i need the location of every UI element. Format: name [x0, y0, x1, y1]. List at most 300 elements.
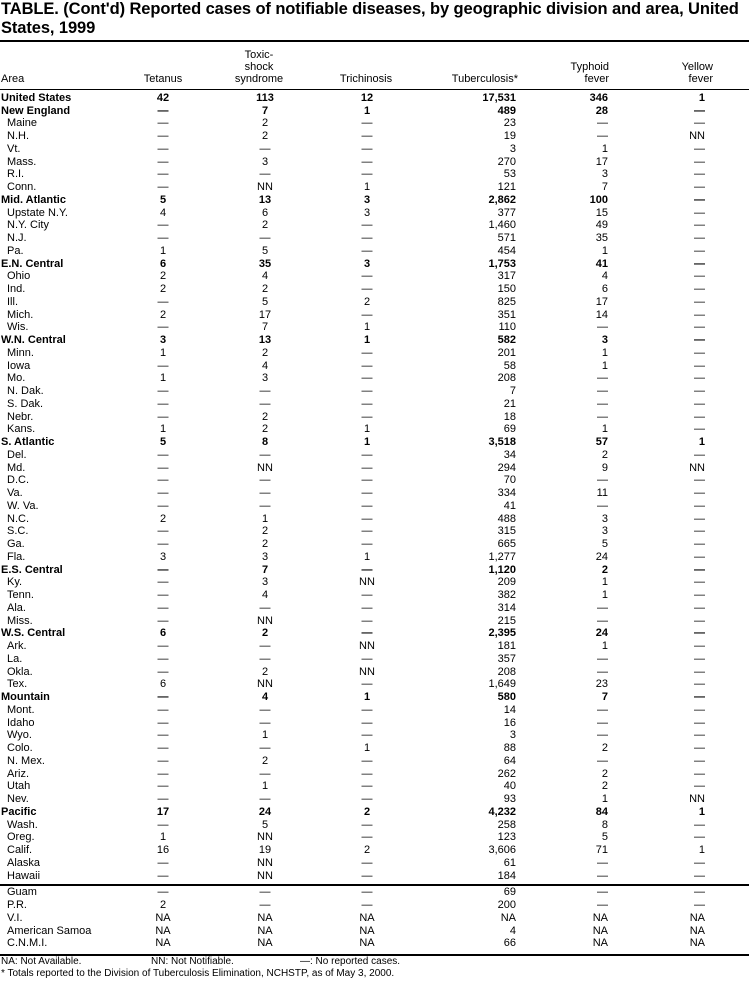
yellow-fever-cell: — — [694, 704, 705, 716]
typhoid-cell: 7 — [601, 691, 608, 704]
tuberculosis-cell: 1,649 — [488, 678, 516, 691]
yellow-fever-cell: — — [694, 308, 705, 321]
toxic-shock-cell: 1 — [261, 512, 269, 525]
toxic-shock-cell: — — [259, 398, 271, 410]
table-row — [0, 912, 749, 925]
typhoid-cell: 2 — [601, 563, 608, 576]
yellow-fever-cell: — — [694, 168, 705, 181]
typhoid-cell: 14 — [595, 308, 608, 321]
area-cell: N.C. — [7, 512, 29, 525]
typhoid-cell: — — [597, 385, 608, 398]
toxic-shock-cell: NN — [257, 831, 273, 844]
territories-rule — [0, 884, 749, 886]
tuberculosis-cell: 21 — [503, 398, 516, 410]
tuberculosis-cell: 66 — [503, 937, 516, 950]
area-cell: Okla. — [7, 665, 33, 678]
typhoid-cell: 71 — [595, 844, 608, 857]
typhoid-cell: 3 — [601, 168, 608, 181]
toxic-shock-cell: — — [259, 143, 271, 155]
yellow-fever-cell: NN — [689, 130, 705, 143]
tetanus-cell: — — [157, 181, 169, 194]
tetanus-cell: 17 — [156, 806, 170, 818]
yellow-fever-cell: — — [694, 257, 705, 270]
typhoid-cell: NA — [592, 937, 608, 950]
tetanus-cell: — — [157, 461, 169, 474]
toxic-shock-cell: 4 — [261, 270, 269, 283]
table-row — [0, 730, 749, 743]
table-row — [0, 717, 749, 730]
right-margin-cell — [705, 730, 749, 743]
yellow-fever-cell: — — [694, 742, 705, 755]
table-row — [0, 781, 749, 794]
tuberculosis-cell: 582 — [497, 334, 516, 347]
tetanus-cell: — — [157, 474, 169, 487]
right-margin-cell — [705, 334, 749, 347]
right-margin-cell — [705, 589, 749, 602]
table-row — [0, 411, 749, 424]
header-yellow-line-1: Yellow — [681, 61, 713, 73]
yellow-fever-cell: 1 — [698, 844, 705, 857]
toxic-shock-cell: NN — [257, 869, 273, 882]
typhoid-cell: 8 — [601, 818, 608, 831]
typhoid-cell: 41 — [595, 257, 608, 270]
right-margin-cell — [705, 742, 749, 755]
toxic-shock-cell: NN — [257, 857, 273, 869]
yellow-fever-cell: — — [694, 206, 705, 219]
trichinosis-cell: — — [361, 857, 373, 869]
trichinosis-cell: — — [361, 398, 373, 410]
right-margin-cell — [705, 283, 749, 296]
tuberculosis-cell: 2,395 — [488, 627, 516, 640]
trichinosis-cell: — — [361, 602, 373, 614]
area-cell: Colo. — [7, 742, 33, 755]
tetanus-cell: 1 — [159, 245, 167, 257]
yellow-fever-cell: — — [694, 869, 705, 882]
table-row — [0, 640, 749, 653]
trichinosis-cell: 1 — [363, 691, 371, 704]
tuberculosis-cell: 580 — [497, 691, 516, 704]
typhoid-cell: 4 — [601, 270, 608, 283]
toxic-shock-cell: — — [259, 899, 271, 912]
yellow-fever-cell: — — [694, 410, 705, 423]
right-margin-cell — [705, 143, 749, 156]
area-cell: Nebr. — [7, 410, 34, 423]
tetanus-cell: — — [157, 296, 169, 308]
tetanus-cell: — — [157, 886, 169, 899]
yellow-fever-cell: — — [694, 665, 705, 678]
footnote-tuberculosis: * Totals reported to the Division of Tuberculosis Elimination, NCHSTP, as of May 3, 2000. — [1, 968, 395, 979]
tetanus-cell: 1 — [159, 347, 167, 359]
area-cell: United States — [1, 92, 72, 104]
typhoid-cell: — — [597, 410, 608, 423]
tuberculosis-cell: 23 — [503, 117, 516, 130]
tuberculosis-cell: 270 — [497, 155, 516, 168]
right-margin-cell — [705, 912, 749, 925]
tuberculosis-cell: 70 — [503, 474, 516, 487]
table-row — [0, 806, 749, 819]
typhoid-cell: 2 — [601, 767, 608, 780]
table-row — [0, 347, 749, 360]
right-margin-cell — [705, 220, 749, 233]
tetanus-cell: 1 — [159, 372, 167, 385]
right-margin-cell — [705, 577, 749, 590]
trichinosis-cell: — — [361, 538, 373, 551]
toxic-shock-cell: 3 — [261, 576, 269, 589]
toxic-shock-cell: NA — [257, 912, 273, 924]
tetanus-cell: 2 — [159, 270, 167, 283]
right-margin-cell — [705, 832, 749, 845]
right-margin-cell — [705, 870, 749, 883]
area-cell: American Samoa — [7, 924, 92, 937]
right-margin-cell — [705, 513, 749, 526]
tuberculosis-cell: 454 — [497, 245, 516, 257]
yellow-fever-cell: — — [694, 359, 705, 372]
tuberculosis-cell: 1,460 — [488, 219, 516, 232]
typhoid-cell: 24 — [595, 551, 608, 563]
typhoid-cell: — — [597, 729, 608, 742]
yellow-fever-cell: — — [694, 487, 705, 500]
tetanus-cell: — — [157, 130, 169, 143]
right-margin-cell — [705, 925, 749, 938]
trichinosis-cell: — — [361, 283, 373, 296]
yellow-fever-cell: — — [694, 270, 705, 283]
area-cell: Calif. — [7, 844, 33, 857]
area-cell: Conn. — [7, 181, 37, 194]
header-area: Area — [1, 73, 25, 85]
right-margin-cell — [705, 475, 749, 488]
typhoid-cell: 84 — [595, 806, 608, 818]
typhoid-cell: — — [597, 857, 608, 869]
trichinosis-cell: 2 — [363, 806, 371, 818]
yellow-fever-cell: — — [694, 385, 705, 398]
toxic-shock-cell: 7 — [261, 321, 269, 334]
trichinosis-cell: NN — [359, 665, 375, 678]
right-margin-cell — [705, 373, 749, 386]
right-margin-cell — [705, 118, 749, 131]
header-typhoid-fever — [540, 61, 609, 85]
trichinosis-cell: NN — [359, 640, 375, 653]
toxic-shock-cell: NA — [257, 924, 273, 937]
trichinosis-cell: — — [361, 831, 373, 844]
tetanus-cell: 6 — [159, 257, 167, 270]
yellow-fever-cell: — — [694, 767, 705, 780]
area-cell: Minn. — [7, 347, 34, 359]
tetanus-cell: — — [157, 576, 169, 589]
area-cell: Ind. — [7, 283, 26, 296]
trichinosis-cell: — — [361, 793, 373, 806]
right-margin-cell — [705, 92, 749, 105]
right-margin-cell — [705, 887, 749, 900]
typhoid-cell: 1 — [601, 589, 608, 602]
toxic-shock-cell: 5 — [261, 296, 269, 308]
table-row — [0, 691, 749, 704]
area-cell: Vt. — [7, 143, 21, 155]
trichinosis-cell: 1 — [363, 104, 371, 117]
table-body — [0, 92, 749, 950]
tuberculosis-cell: 1,277 — [488, 551, 516, 563]
yellow-fever-cell: — — [694, 563, 705, 576]
yellow-fever-cell: — — [694, 372, 705, 385]
right-margin-cell — [705, 781, 749, 794]
right-margin-cell — [705, 755, 749, 768]
toxic-shock-cell: 5 — [261, 818, 269, 831]
tetanus-cell: NA — [155, 912, 171, 924]
trichinosis-cell: — — [361, 627, 373, 640]
right-margin-cell — [705, 385, 749, 398]
right-margin-cell — [705, 232, 749, 245]
tetanus-cell: — — [157, 602, 169, 614]
toxic-shock-cell: 2 — [261, 755, 269, 767]
right-margin-cell — [705, 615, 749, 628]
tuberculosis-cell: 4 — [509, 924, 516, 937]
right-margin-cell — [705, 347, 749, 360]
tetanus-cell: — — [157, 589, 169, 602]
area-cell: E.N. Central — [1, 257, 64, 270]
table-row — [0, 938, 749, 951]
tuberculosis-cell: 351 — [497, 308, 516, 321]
typhoid-cell: 1 — [601, 793, 608, 806]
header-toxic-line-1: Toxic- — [244, 49, 274, 61]
tuberculosis-cell: 34 — [503, 449, 516, 461]
table-row — [0, 615, 749, 628]
yellow-fever-cell: 1 — [698, 806, 705, 818]
yellow-fever-cell: — — [694, 551, 705, 563]
yellow-fever-cell: — — [694, 347, 705, 359]
tuberculosis-cell: 18 — [503, 410, 516, 423]
tuberculosis-cell: 121 — [497, 181, 516, 194]
area-cell: Pacific — [1, 806, 37, 818]
area-cell: Utah — [7, 780, 31, 793]
tetanus-cell: — — [157, 793, 169, 806]
toxic-shock-cell: — — [259, 793, 271, 806]
trichinosis-cell: — — [361, 487, 373, 500]
right-margin-cell — [705, 640, 749, 653]
table-row — [0, 899, 749, 912]
typhoid-cell: NA — [592, 912, 608, 924]
area-cell: Pa. — [7, 245, 24, 257]
trichinosis-cell: — — [361, 678, 373, 691]
disease-table — [0, 92, 749, 950]
tuberculosis-cell: 377 — [497, 206, 516, 219]
yellow-fever-cell: — — [694, 589, 705, 602]
right-margin-cell — [705, 436, 749, 449]
typhoid-cell: 1 — [601, 359, 608, 372]
table-row — [0, 844, 749, 857]
yellow-fever-cell: — — [694, 474, 705, 487]
area-cell: Ohio — [7, 270, 31, 283]
table-row — [0, 679, 749, 692]
table-row — [0, 385, 749, 398]
tetanus-cell: — — [157, 104, 169, 117]
typhoid-cell: — — [597, 665, 608, 678]
area-cell: Ala. — [7, 602, 26, 614]
area-cell: W. Va. — [7, 500, 39, 512]
yellow-fever-cell: — — [694, 296, 705, 308]
toxic-shock-cell: 13 — [258, 334, 272, 347]
yellow-fever-cell: — — [694, 678, 705, 691]
trichinosis-cell: 1 — [363, 551, 371, 563]
trichinosis-cell: — — [361, 512, 373, 525]
tetanus-cell: 2 — [159, 283, 167, 296]
typhoid-cell: 57 — [595, 436, 608, 449]
table-row — [0, 793, 749, 806]
area-cell: Tenn. — [7, 589, 34, 602]
tetanus-cell: — — [157, 143, 169, 155]
tuberculosis-cell: 2,862 — [488, 194, 516, 206]
table-row — [0, 925, 749, 938]
tuberculosis-cell: 7 — [509, 385, 516, 398]
area-cell: Fla. — [7, 551, 26, 563]
right-margin-cell — [705, 271, 749, 284]
tetanus-cell: — — [157, 525, 169, 538]
typhoid-cell: 1 — [601, 245, 608, 257]
right-margin-cell — [705, 538, 749, 551]
table-row — [0, 322, 749, 335]
area-cell: Wash. — [7, 818, 38, 831]
trichinosis-cell: — — [361, 899, 373, 912]
trichinosis-cell: — — [361, 474, 373, 487]
area-cell: Wis. — [7, 321, 29, 334]
header-toxic-line-3: syndrome — [234, 73, 284, 85]
typhoid-cell: 2 — [601, 780, 608, 793]
right-margin-cell — [705, 487, 749, 500]
typhoid-cell: 35 — [595, 232, 608, 245]
typhoid-cell: — — [597, 899, 608, 912]
toxic-shock-cell: 2 — [261, 665, 269, 678]
right-margin-cell — [705, 691, 749, 704]
table-row — [0, 309, 749, 322]
area-cell: Mont. — [7, 704, 35, 716]
tetanus-cell: — — [157, 359, 169, 372]
header-toxic-shock-syndrome — [220, 49, 298, 85]
tetanus-cell: — — [157, 219, 169, 232]
toxic-shock-cell: — — [259, 886, 271, 899]
toxic-shock-cell: — — [259, 449, 271, 461]
trichinosis-cell: NA — [359, 912, 375, 924]
table-row — [0, 653, 749, 666]
trichinosis-cell: 12 — [360, 92, 374, 104]
trichinosis-cell: — — [361, 270, 373, 283]
right-margin-cell — [705, 806, 749, 819]
tuberculosis-cell: 181 — [497, 640, 516, 653]
typhoid-cell: 28 — [595, 104, 608, 117]
yellow-fever-cell: NA — [689, 924, 705, 937]
right-margin-cell — [705, 938, 749, 951]
toxic-shock-cell: 1 — [261, 780, 269, 793]
trichinosis-cell: NA — [359, 937, 375, 950]
right-margin-cell — [705, 844, 749, 857]
toxic-shock-cell: 7 — [261, 104, 269, 117]
typhoid-cell: — — [597, 869, 608, 882]
right-margin-cell — [705, 666, 749, 679]
toxic-shock-cell: 4 — [261, 589, 269, 602]
typhoid-cell: 2 — [601, 449, 608, 461]
tetanus-cell: — — [157, 538, 169, 551]
yellow-fever-cell: — — [694, 831, 705, 844]
toxic-shock-cell: — — [259, 232, 271, 245]
trichinosis-cell: — — [361, 704, 373, 716]
tetanus-cell: — — [157, 857, 169, 869]
toxic-shock-cell: — — [259, 742, 271, 755]
right-margin-cell — [705, 602, 749, 615]
toxic-shock-cell: NN — [257, 678, 273, 691]
tetanus-cell: — — [157, 117, 169, 130]
tetanus-cell: NA — [155, 937, 171, 950]
table-row — [0, 887, 749, 900]
yellow-fever-cell: — — [694, 117, 705, 130]
tuberculosis-cell: 489 — [497, 104, 516, 117]
table-row — [0, 118, 749, 131]
trichinosis-cell: 1 — [363, 334, 371, 347]
right-margin-cell — [705, 207, 749, 220]
trichinosis-cell: 1 — [363, 742, 371, 755]
area-cell: New England — [1, 104, 71, 117]
trichinosis-cell: — — [361, 245, 373, 257]
tetanus-cell: 42 — [156, 92, 170, 104]
right-margin-cell — [705, 181, 749, 194]
typhoid-cell: 3 — [601, 525, 608, 538]
trichinosis-cell: — — [361, 449, 373, 461]
tuberculosis-cell: 19 — [503, 130, 516, 143]
trichinosis-cell: 2 — [363, 296, 371, 308]
tetanus-cell: NA — [155, 924, 171, 937]
toxic-shock-cell: — — [259, 168, 271, 181]
typhoid-cell: — — [597, 500, 608, 512]
yellow-fever-cell: — — [694, 104, 705, 117]
typhoid-cell: — — [597, 398, 608, 410]
trichinosis-cell: — — [361, 525, 373, 538]
table-row — [0, 207, 749, 220]
tetanus-cell: — — [157, 410, 169, 423]
area-cell: Del. — [7, 449, 27, 461]
table-row — [0, 832, 749, 845]
tuberculosis-cell: 357 — [497, 653, 516, 665]
yellow-fever-cell: — — [694, 321, 705, 334]
tetanus-cell: — — [157, 563, 169, 576]
toxic-shock-cell: 2 — [261, 423, 269, 436]
area-cell: Ill. — [7, 296, 18, 308]
trichinosis-cell: — — [361, 755, 373, 767]
right-margin-cell — [705, 322, 749, 335]
tuberculosis-cell: 665 — [497, 538, 516, 551]
tuberculosis-cell: 184 — [497, 869, 516, 882]
table-row — [0, 181, 749, 194]
yellow-fever-cell: — — [694, 576, 705, 589]
right-margin-cell — [705, 449, 749, 462]
trichinosis-cell: — — [361, 886, 373, 899]
trichinosis-cell: — — [361, 117, 373, 130]
toxic-shock-cell: 1 — [261, 729, 269, 742]
tuberculosis-cell: 201 — [497, 347, 516, 359]
table-row — [0, 156, 749, 169]
tetanus-cell: 1 — [159, 423, 167, 436]
typhoid-cell: 7 — [601, 181, 608, 194]
tetanus-cell: — — [157, 168, 169, 181]
trichinosis-cell: — — [361, 168, 373, 181]
trichinosis-cell: — — [361, 563, 373, 576]
tuberculosis-cell: 16 — [503, 716, 516, 729]
tetanus-cell: — — [157, 398, 169, 410]
trichinosis-cell: — — [361, 589, 373, 602]
typhoid-cell: — — [597, 614, 608, 627]
table-row — [0, 130, 749, 143]
toxic-shock-cell: 4 — [261, 691, 269, 704]
area-cell: N.J. — [7, 232, 27, 245]
header-tetanus: Tetanus — [143, 73, 183, 85]
tuberculosis-cell: 200 — [497, 899, 516, 912]
yellow-fever-cell: — — [694, 538, 705, 551]
toxic-shock-cell: — — [259, 385, 271, 398]
